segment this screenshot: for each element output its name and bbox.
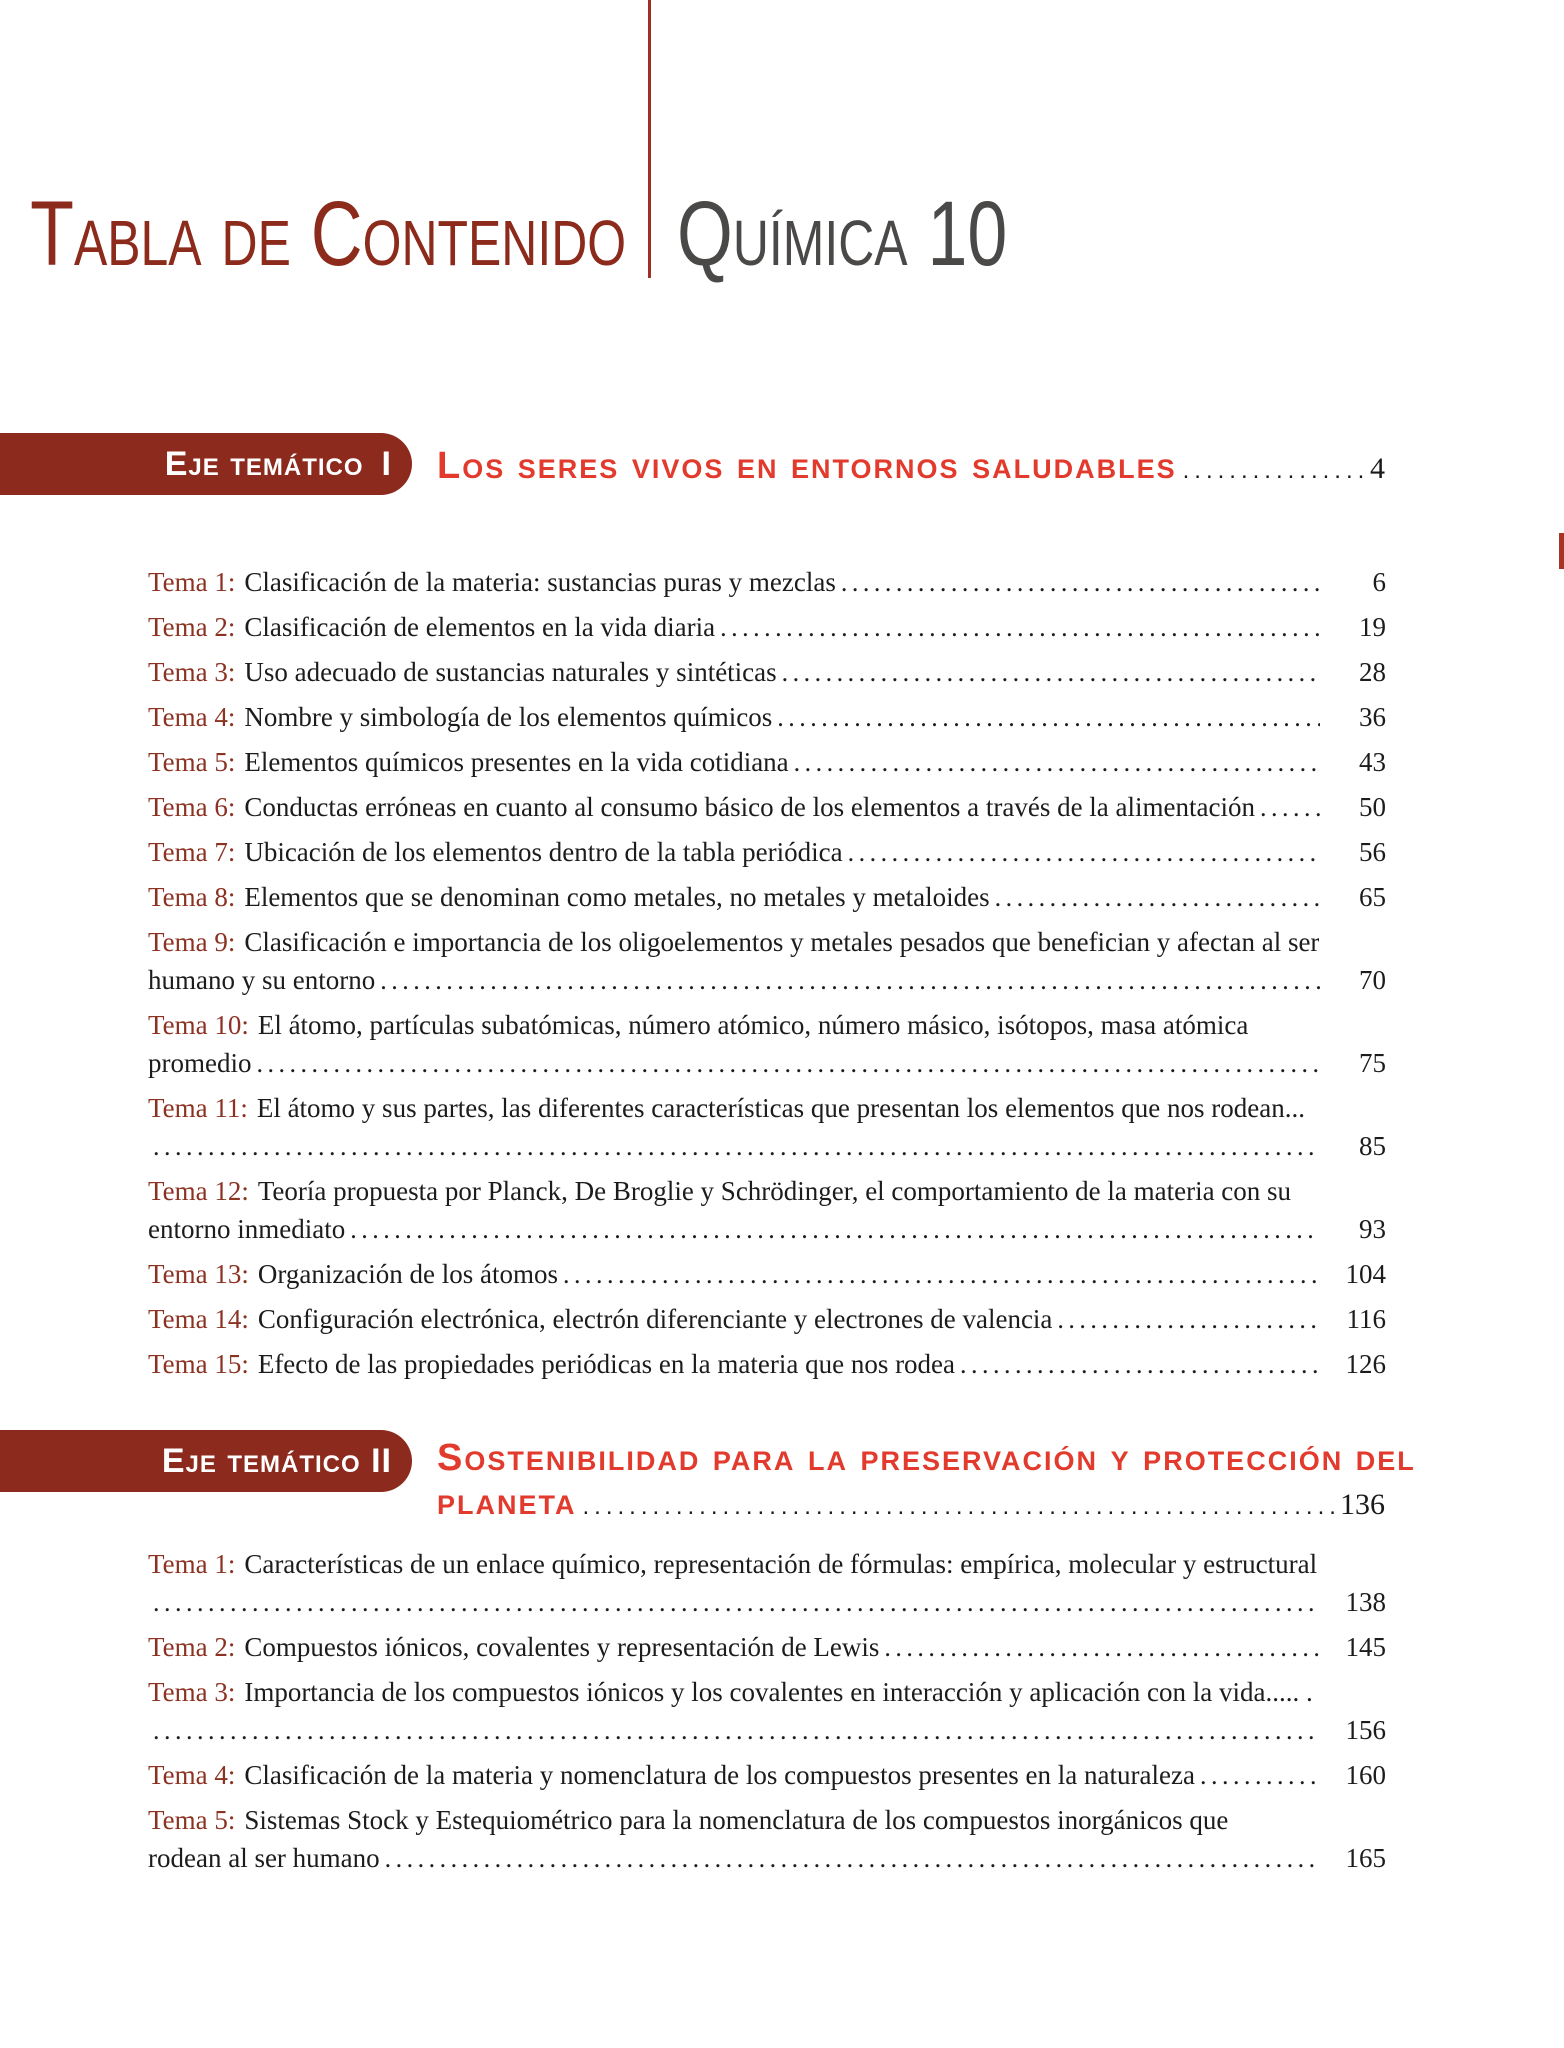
page-number: 19 [1359, 612, 1386, 642]
toc-item-text: Elementos que se denominan como metales, no metales y metaloides [244, 882, 990, 912]
toc-item-text: Uso adecuado de sustancias naturales y sintéticas [244, 657, 777, 687]
dot-leader [563, 1256, 1320, 1294]
section-heading-text: Los seres vivos en entornos saludables [437, 445, 1177, 487]
toc-item-label: Tema 12: [148, 1176, 249, 1206]
toc-line [148, 1255, 1386, 1294]
dot-leader [153, 1712, 1320, 1750]
toc-item-label: Tema 6: [148, 792, 236, 822]
toc-item-text: Sistemas Stock y Estequiométrico para la nomenclatura de los compuestos inorgánicos que [244, 1805, 1229, 1835]
page-number: 126 [1345, 1349, 1386, 1379]
toc-line [148, 1839, 1386, 1878]
toc-item-text: Importancia de los compuestos iónicos y los covalentes en interacción y aplicación con la vida..... . [244, 1677, 1313, 1707]
dot-leader [720, 609, 1320, 647]
dot-leader [385, 1840, 1320, 1878]
toc-item-label: Tema 2: [148, 612, 236, 642]
toc-item-text: promedio [148, 1048, 252, 1078]
toc-item-text: humano y su entorno [148, 965, 376, 995]
page-number: 156 [1345, 1715, 1386, 1745]
toc-item [148, 1300, 1386, 1339]
page-number: 165 [1345, 1843, 1386, 1873]
dot-leader [848, 834, 1320, 872]
toc-item-label: Tema 11: [148, 1093, 248, 1123]
page-number: 4 [1370, 452, 1385, 485]
section-heading-2 [437, 1436, 1416, 1529]
toc-item-label: Tema 5: [148, 747, 236, 777]
section-heading-line [437, 444, 1385, 493]
page-number: 160 [1345, 1760, 1386, 1790]
toc-line [148, 1006, 1386, 1044]
dot-leader [777, 699, 1320, 737]
toc-item [148, 653, 1386, 692]
toc-item-text: Teoría propuesta por Planck, De Broglie y Schrödinger, el comportamiento de la materia con su [257, 1176, 1292, 1206]
toc-line [148, 1583, 1386, 1622]
toc-line [148, 788, 1386, 827]
page-number: 6 [1372, 567, 1386, 597]
toc-item [148, 788, 1386, 827]
toc-item-label: Tema 15: [148, 1349, 249, 1379]
page-title: Tabla de Contenido [29, 183, 626, 285]
page-number: 136 [1340, 1488, 1385, 1521]
toc-item [148, 1172, 1386, 1249]
toc-item [148, 743, 1386, 782]
page-number: 56 [1359, 837, 1386, 867]
toc-item-text: Clasificación de la materia y nomenclatura de los compuestos presentes en la naturaleza [244, 1760, 1195, 1790]
page-number: 138 [1345, 1587, 1386, 1617]
page-edge-tab [1559, 533, 1564, 569]
toc-item-label: Tema 2: [148, 1632, 236, 1662]
dot-leader [1200, 1757, 1320, 1795]
toc-item [148, 1628, 1386, 1667]
page-number: 145 [1345, 1632, 1386, 1662]
dot-leader [841, 564, 1320, 602]
toc-line [148, 833, 1386, 872]
dot-leader [1057, 1301, 1320, 1339]
section-heading-1 [437, 444, 1385, 493]
page-number: 104 [1345, 1259, 1386, 1289]
toc-line [148, 1628, 1386, 1667]
toc-line [148, 1300, 1386, 1339]
toc-item-label: Tema 9: [148, 927, 236, 957]
toc-item [148, 1756, 1386, 1795]
page-number: 75 [1359, 1048, 1386, 1078]
page-header [0, 0, 1564, 285]
toc-line [148, 878, 1386, 917]
page-number: 93 [1359, 1214, 1386, 1244]
toc-line [148, 1044, 1386, 1083]
toc-line [148, 1545, 1386, 1583]
toc-item-text: Ubicación de los elementos dentro de la tabla periódica [244, 837, 843, 867]
dot-leader [583, 1485, 1341, 1529]
toc-line [148, 608, 1386, 647]
toc-item [148, 1089, 1386, 1166]
toc-item-label: Tema 14: [148, 1304, 249, 1334]
toc-item [148, 923, 1386, 1000]
toc-item [148, 1345, 1386, 1384]
toc-item-label: Tema 1: [148, 1549, 236, 1579]
toc-item-text: El átomo y sus partes, las diferentes características que presentan los elementos que nos rodean... [256, 1093, 1305, 1123]
dot-leader [153, 1584, 1320, 1622]
header-divider-line [648, 0, 651, 278]
toc-list-section-1 [148, 563, 1386, 1390]
toc-item-text: El átomo, partículas subatómicas, número atómico, número másico, isótopos, masa atómica [257, 1010, 1249, 1040]
toc-line [148, 743, 1386, 782]
page-number: 43 [1359, 747, 1386, 777]
toc-item-label: Tema 7: [148, 837, 236, 867]
page-subtitle: Química 10 [677, 183, 1008, 285]
dot-leader [350, 1211, 1320, 1249]
dot-leader [153, 1128, 1320, 1166]
toc-line [148, 1089, 1386, 1127]
page-number: 50 [1359, 792, 1386, 822]
toc-item-label: Tema 13: [148, 1259, 249, 1289]
toc-item-label: Tema 3: [148, 657, 236, 687]
page-number: 28 [1359, 657, 1386, 687]
toc-item-text: rodean al ser humano [148, 1843, 380, 1873]
toc-line [148, 1756, 1386, 1795]
toc-item-text: Conductas erróneas en cuanto al consumo básico de los elementos a través de la alimentación [244, 792, 1255, 822]
toc-line [148, 563, 1386, 602]
toc-item-label: Tema 3: [148, 1677, 236, 1707]
toc-item [148, 878, 1386, 917]
toc-line [148, 653, 1386, 692]
dot-leader [995, 879, 1320, 917]
toc-line [148, 698, 1386, 737]
toc-item [148, 563, 1386, 602]
page-number: 36 [1359, 702, 1386, 732]
toc-item-label: Tema 4: [148, 702, 236, 732]
toc-item-text: Clasificación e importancia de los oligoelementos y metales pesados que benefician y afectan al ser [244, 927, 1320, 957]
toc-item [148, 1545, 1386, 1622]
toc-line [148, 1345, 1386, 1384]
toc-item-text: entorno inmediato [148, 1214, 346, 1244]
toc-item [148, 1801, 1386, 1878]
toc-item-label: Tema 8: [148, 882, 236, 912]
page-number: 65 [1359, 882, 1386, 912]
toc-item [148, 833, 1386, 872]
section-banner-eje-tematico-2: Eje temático II [0, 1430, 412, 1492]
toc-item-text: Compuestos iónicos, covalentes y representación de Lewis [244, 1632, 880, 1662]
toc-list-section-2 [148, 1545, 1386, 1884]
toc-line [148, 1210, 1386, 1249]
toc-item-label: Tema 10: [148, 1010, 249, 1040]
toc-line [148, 923, 1386, 961]
page-number: 116 [1346, 1304, 1386, 1334]
section-heading-line [437, 1436, 1416, 1480]
dot-leader [1183, 449, 1370, 493]
toc-item-text: Organización de los átomos [257, 1259, 559, 1289]
dot-leader [380, 962, 1320, 1000]
section-banner-eje-tematico-1: Eje temático I [0, 433, 412, 495]
section-heading-text: Sostenibilidad para la preservación y protección del [437, 1437, 1416, 1479]
page-number: 70 [1359, 965, 1386, 995]
toc-line [148, 1711, 1386, 1750]
toc-item-text: Características de un enlace químico, representación de fórmulas: empírica, molecular y estructural [244, 1549, 1318, 1579]
toc-item-text: Efecto de las propiedades periódicas en la materia que nos rodea [257, 1349, 956, 1379]
toc-line [148, 1172, 1386, 1210]
toc-line [148, 1673, 1386, 1711]
toc-item [148, 1255, 1386, 1294]
toc-item [148, 1673, 1386, 1750]
toc-item-label: Tema 5: [148, 1805, 236, 1835]
dot-leader [794, 744, 1320, 782]
section-heading-line [437, 1480, 1385, 1529]
toc-item [148, 1006, 1386, 1083]
toc-item-text: Clasificación de la materia: sustancias puras y mezclas [244, 567, 836, 597]
toc-item [148, 698, 1386, 737]
toc-item-text: Nombre y simbología de los elementos químicos [244, 702, 773, 732]
toc-item-text: Configuración electrónica, electrón diferenciante y electrones de valencia [257, 1304, 1053, 1334]
section-heading-text: planeta [437, 1481, 577, 1523]
toc-item [148, 608, 1386, 647]
dot-leader [960, 1346, 1320, 1384]
toc-line [148, 1801, 1386, 1839]
toc-item-text: Clasificación de elementos en la vida diaria [244, 612, 716, 642]
toc-line [148, 1127, 1386, 1166]
dot-leader [1260, 789, 1320, 827]
toc-line [148, 961, 1386, 1000]
dot-leader [782, 654, 1320, 692]
page-number: 85 [1359, 1131, 1386, 1161]
toc-item-label: Tema 4: [148, 1760, 236, 1790]
toc-item-text: Elementos químicos presentes en la vida cotidiana [244, 747, 789, 777]
dot-leader [884, 1629, 1320, 1667]
toc-item-label: Tema 1: [148, 567, 236, 597]
dot-leader [256, 1045, 1320, 1083]
